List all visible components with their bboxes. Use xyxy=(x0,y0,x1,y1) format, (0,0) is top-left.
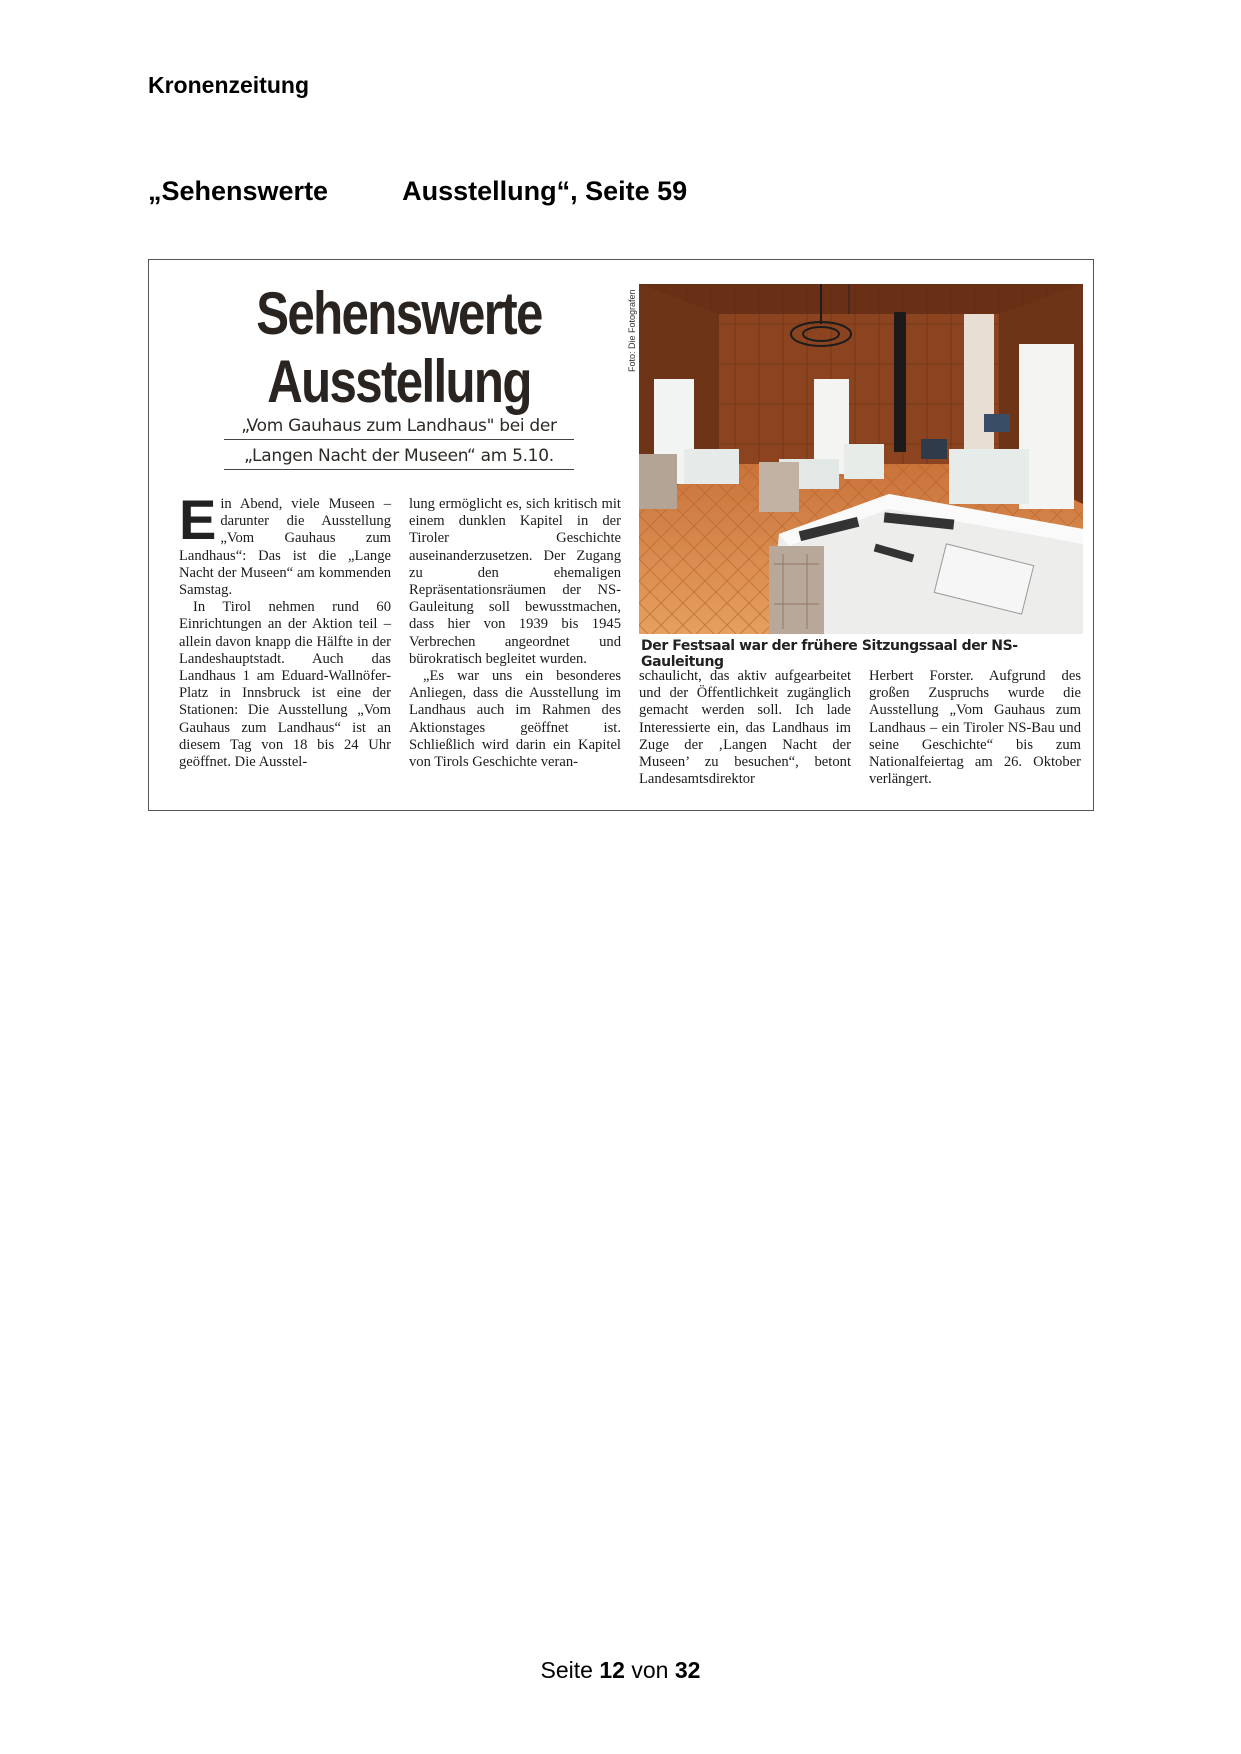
headline-line-1: Sehenswerte xyxy=(256,280,542,347)
article-column-2 xyxy=(409,496,621,771)
article-column-4 xyxy=(869,668,1081,788)
clipping-title: „Sehenswerte Ausstellung“, Seite 59 xyxy=(148,176,688,206)
headline-line-2: Ausstellung xyxy=(267,348,531,415)
page-separator: von xyxy=(624,1657,675,1683)
festsaal-photo-illustration xyxy=(639,284,1083,634)
current-page: 12 xyxy=(599,1657,625,1683)
article-column-1 xyxy=(179,488,391,771)
page-number xyxy=(0,1657,1241,1684)
subhead-line-2: „Langen Nacht der Museen“ am 5.10. xyxy=(224,446,574,470)
photo-caption: Der Festsaal war der frühere Sitzungssaal der NS-Gauleitung xyxy=(641,638,1018,670)
page-prefix: Seite xyxy=(540,1657,600,1683)
paragraph: schaulicht, das aktiv aufgearbeitet und der Öffentlichkeit zugänglich gemacht werden soll. Ich lade Interessierte ein, das Landhaus im Zuge der ‚Langen Nacht der Museen’ zu besuchen“, betont Landesamtsdirektor xyxy=(639,668,851,788)
photo-credit: Foto: Die Fotografen xyxy=(627,289,637,372)
paragraph: Herbert Forster. Aufgrund des großen Zuspruchs wurde die Ausstellung „Vom Gauhaus zum Landhaus – ein Tiroler NS-Bau und seine Geschichte“ bis zum Nationalfeiertag am 26. Oktober verlängert. xyxy=(869,668,1081,788)
newspaper-clipping xyxy=(148,259,1094,811)
paragraph: „Es war uns ein besonderes Anliegen, dass die Ausstellung im Landhaus auch im Rahmen des Aktionstages geöffnet ist. Schließlich wird darin ein Kapitel von Tirols Geschichte veran- xyxy=(409,668,621,771)
paragraph: lung ermöglicht es, sich kritisch mit einem dunklen Kapitel in der Tiroler Geschichte auseinanderzusetzen. Der Zugang zu den ehemaligen Repräsentationsräumen der NS-Gauleitung soll bewusstmachen, dass hier von 1939 bis 1945 Verbrechen angeordnet und bürokratisch begleitet wurden. xyxy=(409,496,621,667)
drop-cap: E xyxy=(179,488,217,551)
article-column-3 xyxy=(639,668,851,788)
paragraph: in Abend, viele Museen – darunter die Ausstellung „Vom Gauhaus zum Landhaus“: Das ist die „Lange Nacht der Museen“ am kommenden Samstag. xyxy=(179,496,391,599)
paragraph: In Tirol nehmen rund 60 Einrichtungen an der Aktion teil – allein davon knapp die Hälfte in der Landeshauptstadt. Auch das Landhaus 1 am Eduard-Wallnöfer-Platz in Innsbruck ist eine der Stationen: Die Ausstellung „Vom Gauhaus zum Landhaus“ ist an diesem Tag von 18 bis 24 Uhr geöffnet. Die Ausstel- xyxy=(179,599,391,771)
subhead-line-1: „Vom Gauhaus zum Landhaus" bei der xyxy=(224,416,574,440)
total-pages: 32 xyxy=(674,1657,701,1683)
exhibition-hall-photo xyxy=(639,284,1083,634)
publication-name: Kronenzeitung xyxy=(148,72,309,98)
